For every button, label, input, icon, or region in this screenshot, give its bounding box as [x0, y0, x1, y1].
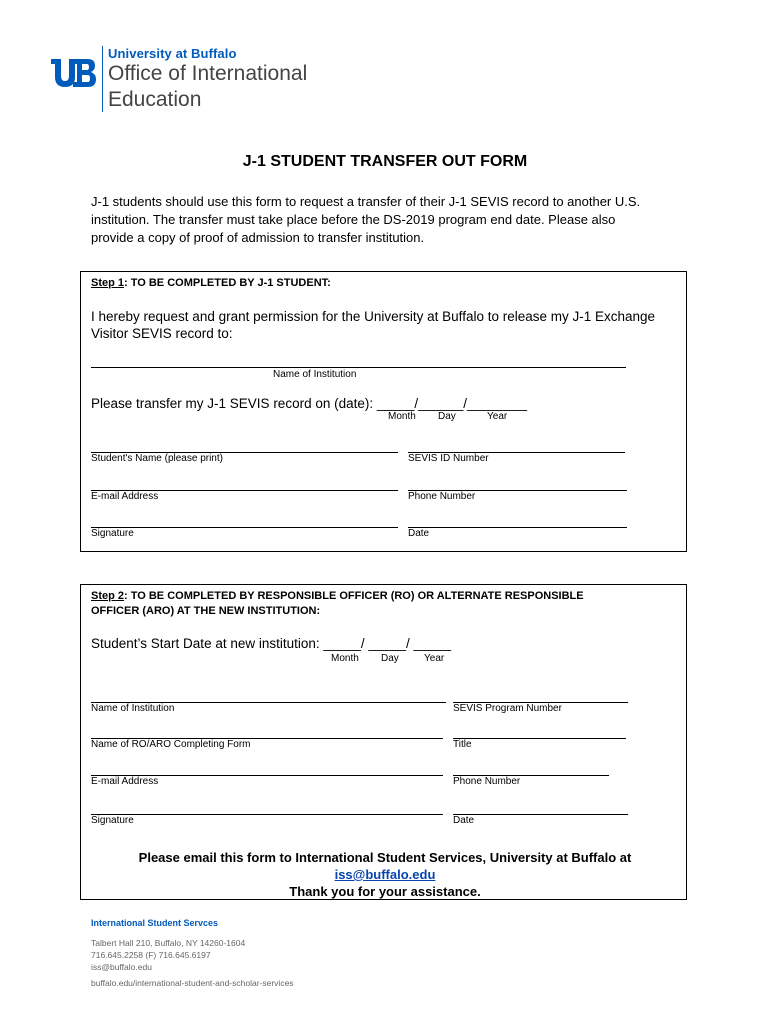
step1-section	[80, 271, 687, 552]
footer-office-title: International Student Servces	[91, 918, 219, 928]
step2-label: Step 2	[91, 590, 125, 602]
new-institution-label: Name of Institution	[91, 703, 175, 714]
university-name: University at Buffalo	[108, 46, 237, 61]
year-label: Year	[487, 411, 508, 422]
ro-title-field[interactable]	[453, 738, 626, 739]
intro-line: institution. The transfer must take place before the DS-2019 program end date. Please also	[91, 212, 616, 227]
date-label: Date	[408, 528, 430, 539]
sevis-program-number-label: SEVIS Program Number	[453, 703, 562, 714]
office-name-line1: Office of International	[108, 62, 308, 85]
intro-paragraph	[91, 193, 691, 247]
step1-heading	[91, 277, 331, 289]
step2-heading-text: : TO BE COMPLETED BY RESPONSIBLE OFFICER (RO) OR ALTERNATE RESPONSIBLE	[124, 590, 584, 602]
transfer-date-field[interactable]: Please transfer my J-1 SEVIS record on (date): _____/______/________	[91, 396, 528, 411]
day-label: Day	[438, 411, 456, 422]
step2-heading	[91, 590, 584, 602]
intro-line: J-1 students should use this form to request a transfer of their J-1 SEVIS record to another U.S.	[91, 194, 641, 209]
ro-date-label: Date	[453, 815, 475, 826]
day-label: Day	[381, 653, 399, 664]
institution-field[interactable]	[91, 367, 626, 368]
signature-label: Signature	[91, 528, 134, 539]
step2-heading-line2: OFFICER (ARO) AT THE NEW INSTITUTION:	[91, 605, 321, 617]
closing-instruction: Please email this form to International Student Services, University at Buffalo at	[138, 850, 632, 865]
footer-address: Talbert Hall 210, Buffalo, NY 14260-1604	[91, 938, 246, 948]
logo-divider	[102, 46, 103, 112]
closing-email-row	[0, 867, 770, 882]
date-field[interactable]	[408, 527, 627, 528]
signature-field[interactable]	[91, 527, 398, 528]
ro-signature-field[interactable]	[91, 814, 443, 815]
phone-label: Phone Number	[408, 491, 476, 502]
office-name-line2: Education	[108, 88, 202, 111]
ro-signature-label: Signature	[91, 815, 134, 826]
step1-request-line2: Visitor SEVIS record to:	[91, 326, 233, 341]
form-title: J-1 STUDENT TRANSFER OUT FORM	[242, 153, 528, 170]
month-label: Month	[388, 411, 416, 422]
institution-field-label: Name of Institution	[273, 369, 357, 380]
step1-label: Step 1	[91, 277, 125, 289]
closing-thanks: Thank you for your assistance.	[289, 884, 481, 899]
footer-website[interactable]: buffalo.edu/international-student-and-scholar-services	[91, 978, 294, 988]
step1-heading-text: : TO BE COMPLETED BY J-1 STUDENT:	[124, 277, 331, 289]
year-label: Year	[424, 653, 445, 664]
footer-email[interactable]: iss@buffalo.edu	[91, 962, 152, 972]
student-name-label: Student's Name (please print)	[91, 453, 223, 464]
month-label: Month	[331, 653, 359, 664]
ro-phone-label: Phone Number	[453, 776, 521, 787]
ro-title-label: Title	[453, 739, 472, 750]
ro-name-label: Name of RO/ARO Completing Form	[91, 739, 251, 750]
sevis-id-label: SEVIS ID Number	[408, 453, 489, 464]
ub-logo-icon	[50, 58, 96, 88]
start-date-field[interactable]: Student’s Start Date at new institution: _____/ _____/ _____	[91, 636, 452, 651]
email-label: E-mail Address	[91, 491, 159, 502]
footer-phones: 716.645.2258 (F) 716.645.6197	[91, 950, 211, 960]
step1-request-line1: I hereby request and grant permission for the University at Buffalo to release my J-1 Exchange	[91, 309, 656, 324]
ro-date-field[interactable]	[453, 814, 628, 815]
ro-email-label: E-mail Address	[91, 776, 159, 787]
intro-line: provide a copy of proof of admission to transfer institution.	[91, 230, 425, 245]
iss-email-link[interactable]: iss@buffalo.edu	[334, 867, 436, 882]
